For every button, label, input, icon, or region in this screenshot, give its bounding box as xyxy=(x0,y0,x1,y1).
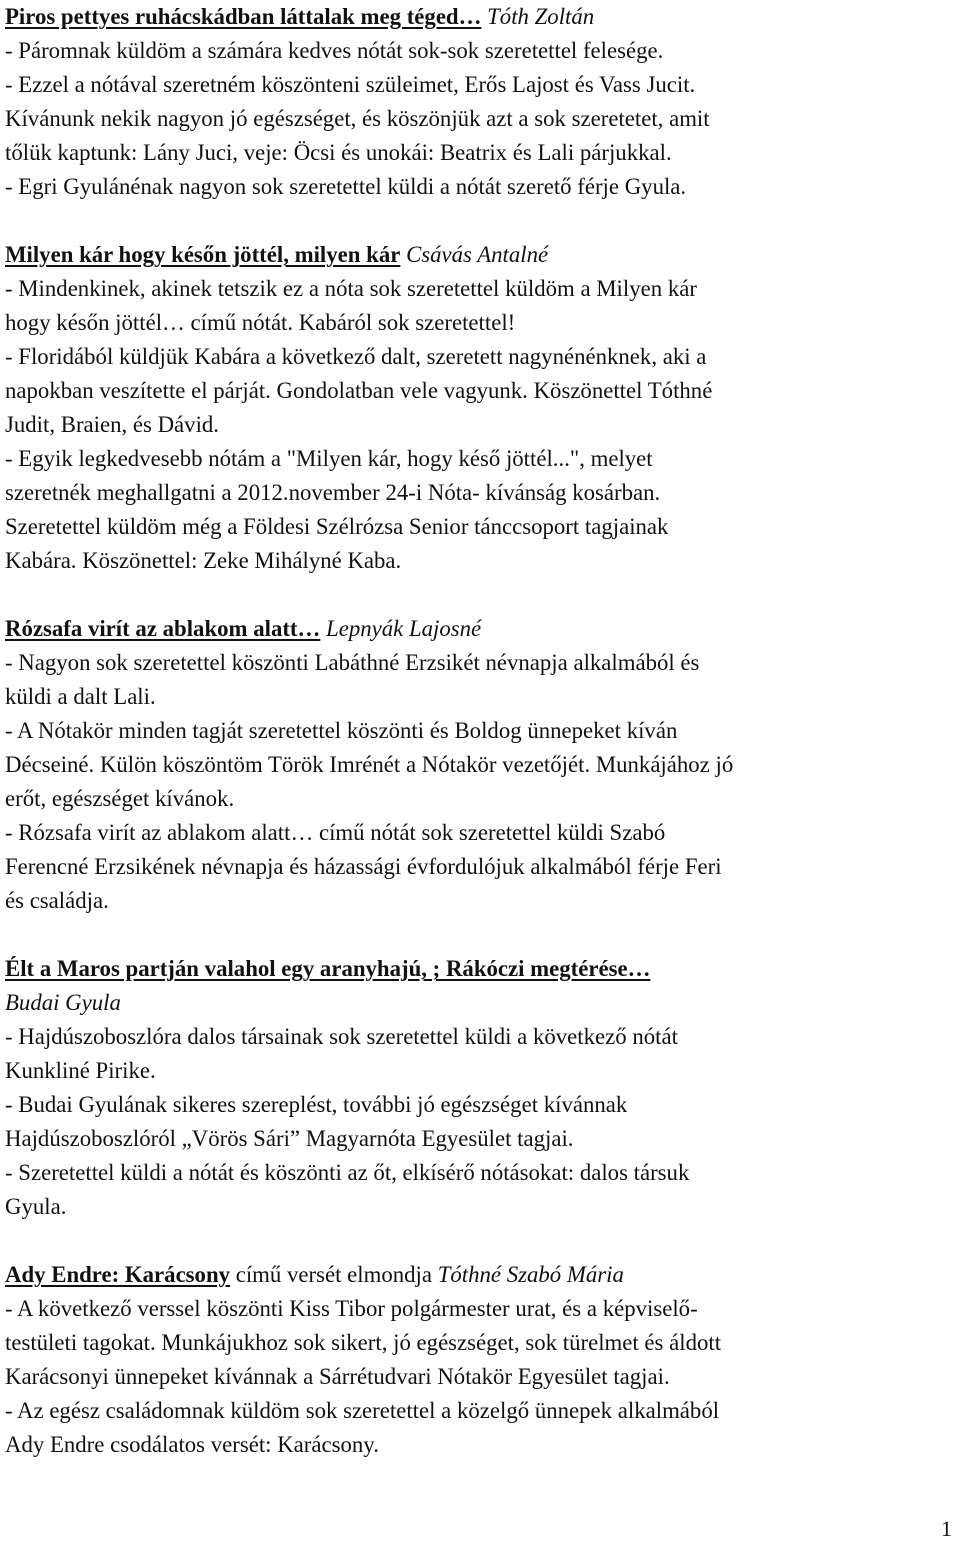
dedication-line: - Budai Gyulának sikeres szereplést, további jó egészséget kívánnak xyxy=(5,1092,628,1117)
performer-name: Csávás Antalné xyxy=(406,242,549,267)
song-title: Milyen kár hogy későn jöttél, milyen kár xyxy=(5,242,401,267)
dedication-line: Ferencné Erzsikének névnapja és házassági évfordulójuk alkalmából férje Feri xyxy=(5,854,722,879)
dedication-line: - Szeretettel küldi a nótát és köszönti az őt, elkísérő nótásokat: dalos társuk xyxy=(5,1160,690,1185)
performer-name: Tóth Zoltán xyxy=(487,4,595,29)
dedication-line: Ady Endre csodálatos versét: Karácsony. xyxy=(5,1432,379,1457)
dedication-line: tőlük kaptunk: Lány Juci, veje: Öcsi és unokái: Beatrix és Lali párjukkal. xyxy=(5,140,672,165)
song-section xyxy=(5,612,955,918)
song-title: Rózsafa virít az ablakom alatt… xyxy=(5,616,321,641)
dedication-line: Décseiné. Külön köszöntöm Török Imrénét a Nótakör vezetőjét. Munkájához jó xyxy=(5,752,734,777)
dedication-line: Kabára. Köszönettel: Zeke Mihályné Kaba. xyxy=(5,548,402,573)
dedication-line: - Nagyon sok szeretettel köszönti Labáthné Erzsikét névnapja alkalmából és xyxy=(5,650,700,675)
document-page xyxy=(5,0,955,1496)
song-header xyxy=(5,952,955,986)
dedication-line: - Páromnak küldöm a számára kedves nótát sok-sok szeretettel felesége. xyxy=(5,38,664,63)
performer-name: Budai Gyula xyxy=(5,990,121,1015)
song-section xyxy=(5,238,955,578)
dedication-line: - Egri Gyulánénak nagyon sok szeretettel küldi a nótát szerető férje Gyula. xyxy=(5,174,687,199)
dedication-line: hogy későn jöttél… című nótát. Kabáról sok szeretettel! xyxy=(5,310,516,335)
title-connector: című versét elmondja xyxy=(230,1262,438,1287)
dedication-line: - Hajdúszoboszlóra dalos társainak sok szeretettel küldi a következő nótát xyxy=(5,1024,678,1049)
dedication-line: Hajdúszoboszlóról „Vörös Sári” Magyarnóta Egyesület tagjai. xyxy=(5,1126,574,1151)
dedication-line: Judit, Braien, és Dávid. xyxy=(5,412,219,437)
song-header xyxy=(5,0,955,34)
dedication-line: küldi a dalt Lali. xyxy=(5,684,156,709)
dedication-line: erőt, egészséget kívánok. xyxy=(5,786,235,811)
song-title: Piros pettyes ruhácskádban láttalak meg téged… xyxy=(5,4,482,29)
performer-name: Tóthné Szabó Mária xyxy=(437,1262,624,1287)
dedication-line: - Rózsafa virít az ablakom alatt… című nótát sok szeretettel küldi Szabó xyxy=(5,820,666,845)
song-title: Élt a Maros partján valahol egy aranyhajú, ; Rákóczi megtérése… xyxy=(5,956,651,981)
dedication-line: szeretnék meghallgatni a 2012.november 24-i Nóta- kívánság kosárban. xyxy=(5,480,661,505)
dedication-line: - Az egész családomnak küldöm sok szeretettel a közelgő ünnepek alkalmából xyxy=(5,1398,720,1423)
dedication-line: Kívánunk nekik nagyon jó egészséget, és köszönjük azt a sok szeretetet, amit xyxy=(5,106,710,131)
dedication-line: - A következő verssel köszönti Kiss Tibor polgármester urat, és a képviselő- xyxy=(5,1296,698,1321)
song-header xyxy=(5,238,955,272)
dedication-line: Gyula. xyxy=(5,1194,67,1219)
dedication-line: - Ezzel a nótával szeretném köszönteni szüleimet, Erős Lajost és Vass Jucit. xyxy=(5,72,696,97)
performer-line xyxy=(5,986,955,1020)
dedication-line: és családja. xyxy=(5,888,109,913)
dedication-line: Szeretettel küldöm még a Földesi Szélrózsa Senior tánccsoport tagjainak xyxy=(5,514,669,539)
dedication-line: - Egyik legkedvesebb nótám a "Milyen kár, hogy késő jöttél...", melyet xyxy=(5,446,653,471)
performer-name: Lepnyák Lajosné xyxy=(326,616,482,641)
dedication-line: - A Nótakör minden tagját szeretettel köszönti és Boldog ünnepeket kíván xyxy=(5,718,678,743)
song-section xyxy=(5,952,955,1224)
dedication-line: - Floridából küldjük Kabára a következő dalt, szeretett nagynénénknek, aki a xyxy=(5,344,707,369)
dedication-line: Karácsonyi ünnepeket kívánnak a Sárrétudvari Nótakör Egyesület tagjai. xyxy=(5,1364,670,1389)
dedication-line: - Mindenkinek, akinek tetszik ez a nóta sok szeretettel küldöm a Milyen kár xyxy=(5,276,697,301)
song-section xyxy=(5,1258,955,1462)
song-header xyxy=(5,1258,955,1292)
dedication-line: Kunkliné Pirike. xyxy=(5,1058,156,1083)
song-header xyxy=(5,612,955,646)
song-section xyxy=(5,0,955,204)
song-title: Ady Endre: Karácsony xyxy=(5,1262,231,1287)
page-number: 1 xyxy=(941,1516,952,1541)
dedication-line: testületi tagokat. Munkájukhoz sok sikert, jó egészséget, sok türelmet és áldott xyxy=(5,1330,722,1355)
dedication-line: napokban veszítette el párját. Gondolatban vele vagyunk. Köszönettel Tóthné xyxy=(5,378,713,403)
